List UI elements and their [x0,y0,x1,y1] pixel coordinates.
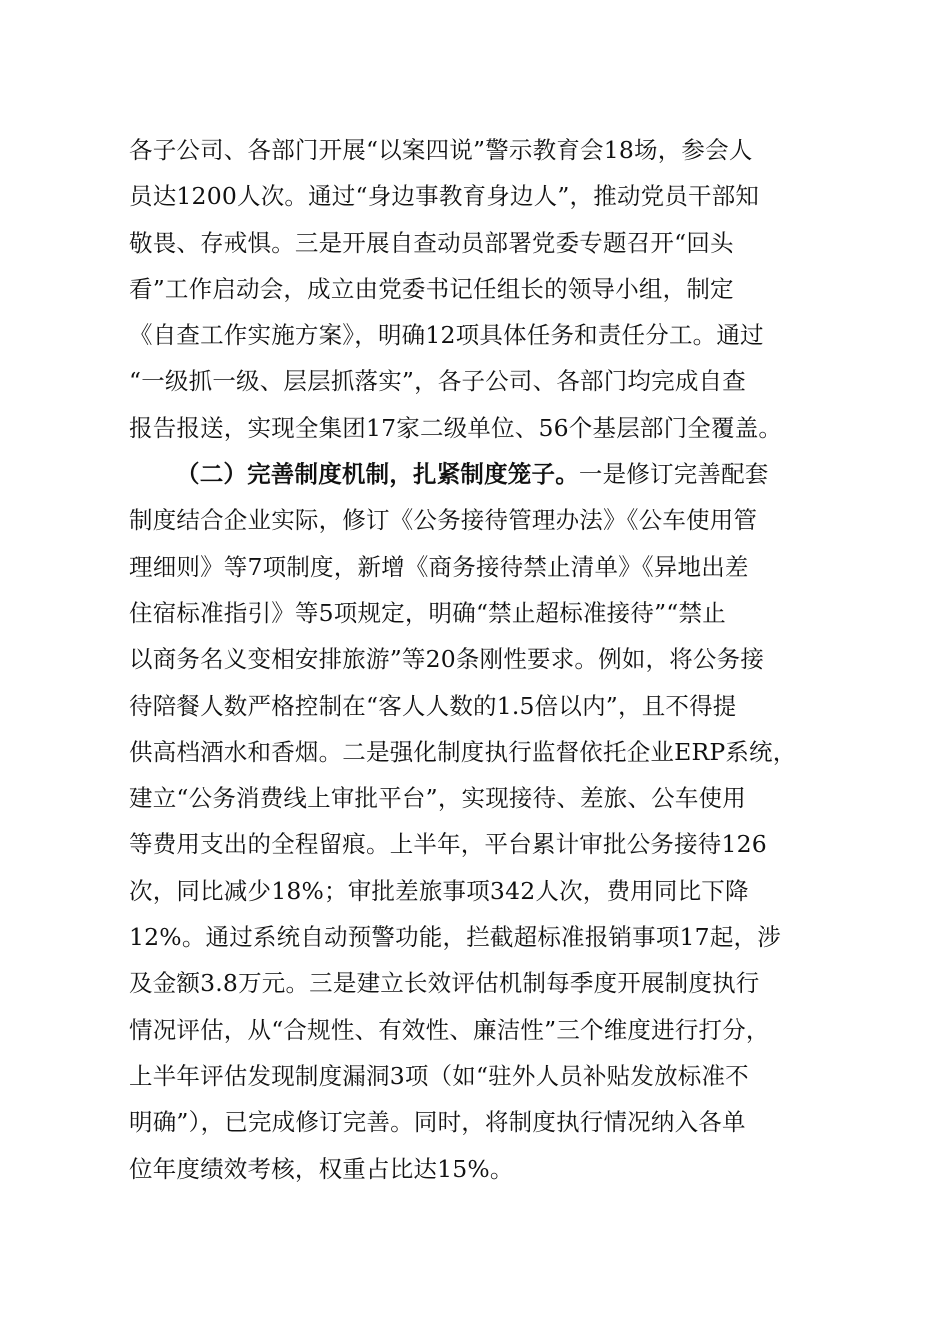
text-line: “一级抓一级、层层抓落实”，各子公司、各部门均完成自查 [129,367,746,396]
text-line: 位年度绩效考核，权重占比达15%。 [129,1154,514,1183]
text-line: 待陪餐人数严格控制在“客人人数的1.5倍以内”，且不得提 [129,691,737,720]
text-line: 建立“公务消费线上审批平台”，实现接待、差旅、公车使用 [129,784,746,813]
text-line: 各子公司、各部门开展“以案四说”警示教育会18场，参会人 [129,136,753,164]
text-line: 情况评估，从“合规性、有效性、廉洁性”三个维度进行打分， [129,1015,770,1044]
text-line: 及金额3.8万元。三是建立长效评估机制每季度开展制度执行 [129,969,760,998]
text-line: 上半年评估发现制度漏洞3项（如“驻外人员补贴发放标准不 [129,1061,749,1090]
section-heading: （二）完善制度机制，扎紧制度笼子。 [176,460,579,489]
text-line: 住宿标准指引》等5项规定，明确“禁止超标准接待”“禁止 [129,598,726,627]
text-line: 《自查工作实施方案》，明确12项具体任务和责任分工。通过 [129,321,764,350]
text-line: 以商务名义变相安排旅游”等20条刚性要求。例如，将公务接 [129,645,765,674]
paragraph-2 [129,451,829,1192]
paragraph-1 [129,127,829,451]
text-line: 理细则》等7项制度，新增《商务接待禁止清单》《异地出差 [129,552,749,581]
text-line: 供高档酒水和香烟。二是强化制度执行监督依托企业ERP系统， [129,737,797,766]
document-body [129,127,829,1192]
text-line: 12%。通过系统自动预警功能，拦截超标准报销事项17起，涉 [129,923,781,952]
text-line: 报告报送，实现全集团17家二级单位、56个基层部门全覆盖。 [129,413,783,442]
text-line: 明确”），已完成修订完善。同时，将制度执行情况纳入各单 [129,1108,746,1137]
text-line: 敬畏、存戒惧。三是开展自查动员部署党委专题召开“回头 [129,228,734,257]
text-line: 员达1200人次。通过“身边事教育身边人”，推动党员干部知 [129,182,760,211]
text-line-rest: 一是修订完善配套 [578,460,769,489]
paragraph-first-line [129,451,829,497]
text-line: 次，同比减少18%；审批差旅事项342人次，费用同比下降 [129,876,749,905]
text-line: 制度结合企业实际，修订《公务接待管理办法》《公车使用管 [129,506,758,535]
text-line: 看”工作启动会，成立由党委书记任组长的领导小组，制定 [129,274,734,303]
text-line: 等费用支出的全程留痕。上半年，平台累计审批公务接待126 [129,830,767,859]
